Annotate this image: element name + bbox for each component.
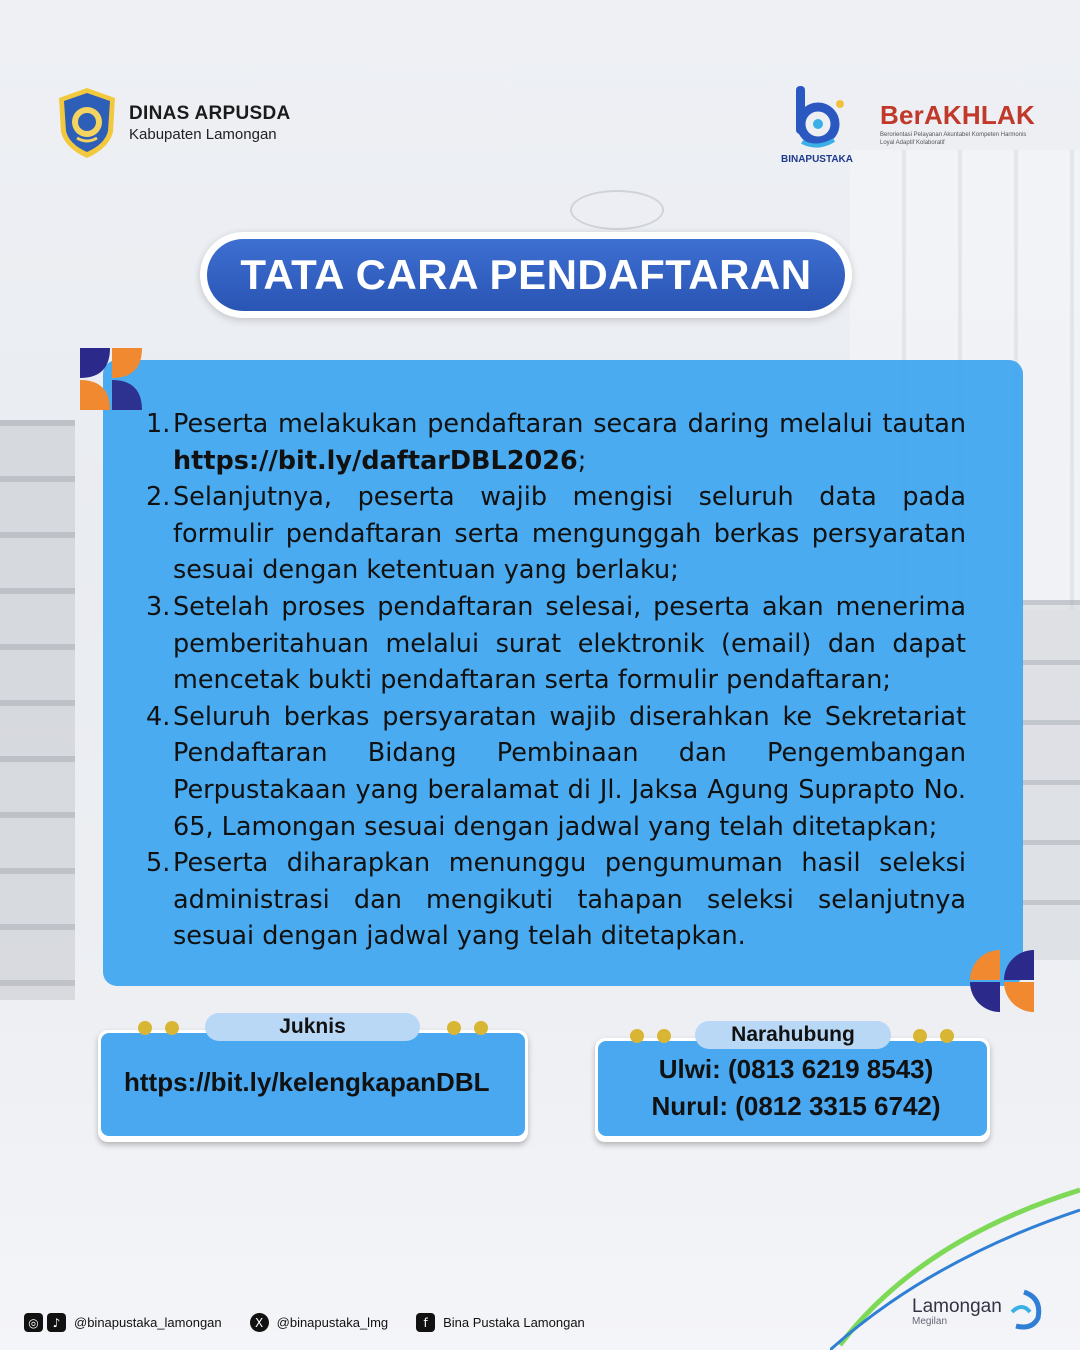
wave-logo-icon bbox=[1004, 1288, 1044, 1332]
juknis-link[interactable]: https://bit.ly/kelengkapanDBL bbox=[124, 1067, 490, 1097]
semicircle-decoration-icon bbox=[970, 950, 1034, 1012]
berakhlak-logo bbox=[880, 100, 1040, 147]
page-title: TATA CARA PENDAFTARAN bbox=[240, 251, 812, 298]
dot-decoration bbox=[657, 1029, 671, 1043]
binapustaka-icon bbox=[782, 84, 852, 152]
dot-decoration bbox=[630, 1029, 644, 1043]
x-icon: X bbox=[250, 1313, 269, 1332]
step-number: 2. bbox=[146, 482, 171, 513]
crest-icon bbox=[55, 86, 119, 160]
registration-link[interactable]: https://bit.ly/daftarDBL2026 bbox=[173, 445, 578, 476]
step-text: Peserta diharapkan menunggu pengumuman hasil seleksi administrasi dan mengikuti tahapan seleksi selanjutnya sesuai dengan jadwal yang telah ditetapkan. bbox=[173, 848, 966, 952]
dinas-logo bbox=[55, 86, 291, 160]
footer-socials bbox=[24, 1313, 613, 1332]
social-x[interactable] bbox=[250, 1313, 388, 1332]
title-banner bbox=[200, 232, 852, 318]
org-subtitle: Kabupaten Lamongan bbox=[129, 126, 277, 143]
dot-decoration bbox=[913, 1029, 927, 1043]
instagram-handle: @binapustaka_lamongan bbox=[74, 1315, 222, 1330]
contact-ulwi: Ulwi: (0813 6219 8543) bbox=[658, 1054, 934, 1084]
lamongan-logo bbox=[912, 1296, 1002, 1327]
step-text-end: ; bbox=[577, 445, 587, 476]
narahubung-label: Narahubung bbox=[695, 1021, 891, 1049]
x-handle: @binapustaka_lmg bbox=[276, 1315, 389, 1330]
dot-decoration bbox=[165, 1021, 179, 1035]
step-text: Seluruh berkas persyaratan wajib diserahkan ke Sekretariat Pendaftaran Bidang Pembinaan dan Pengembangan Perpustakaan yang beralamat di Jl. Jaksa Agung Suprapto No. 65, Lamongan sesuai dengan jadwal yang telah ditetapkan; bbox=[173, 701, 966, 842]
step-number: 1. bbox=[146, 409, 171, 439]
step-number: 3. bbox=[146, 591, 171, 622]
steps-list bbox=[146, 406, 966, 955]
contact-nurul: Nurul: (0812 3315 6742) bbox=[651, 1091, 941, 1121]
background-bookshelf-right bbox=[1022, 600, 1080, 960]
background-ceiling-vent bbox=[570, 190, 664, 230]
list-item bbox=[146, 845, 966, 955]
step-text: Setelah proses pendaftaran selesai, peserta akan menerima pemberitahuan melalui surat elektronik (email) dan dapat mencetak bukti pendaftaran serta formulir pendaftaran; bbox=[173, 591, 966, 696]
berakhlak-name: BerAKHLAK bbox=[880, 100, 1035, 130]
list-item bbox=[146, 406, 966, 479]
binapustaka-name: BINAPUSTAKA bbox=[780, 154, 854, 165]
pinwheel-decoration-icon bbox=[80, 348, 142, 410]
dot-decoration bbox=[447, 1021, 461, 1035]
step-text: Peserta melakukan pendaftaran secara daring melalui tautan bbox=[173, 409, 966, 439]
tiktok-icon: ♪ bbox=[47, 1313, 66, 1332]
berakhlak-tagline: Berorientasi Pelayanan Akuntabel Kompeten Harmonis Loyal Adaptif Kolaboratif bbox=[880, 132, 1027, 146]
lamongan-brand: Lamongan bbox=[912, 1296, 1002, 1317]
binapustaka-logo bbox=[776, 84, 858, 165]
list-item bbox=[146, 589, 966, 699]
social-instagram-tiktok[interactable] bbox=[24, 1313, 222, 1332]
step-text: Selanjutnya, peserta wajib mengisi seluruh data pada formulir pendaftaran serta mengunggah berkas persyaratan sesuai dengan ketentuan yang berlaku; bbox=[173, 482, 966, 586]
lamongan-tagline: Megilan bbox=[912, 1316, 948, 1327]
dot-decoration bbox=[940, 1029, 954, 1043]
background-bookshelf-left bbox=[0, 420, 75, 1000]
dot-decoration bbox=[474, 1021, 488, 1035]
step-number: 4. bbox=[146, 701, 171, 732]
instagram-icon: ◎ bbox=[24, 1313, 43, 1332]
facebook-name: Bina Pustaka Lamongan bbox=[443, 1315, 585, 1330]
org-title: DINAS ARPUSDA bbox=[129, 103, 291, 124]
list-item bbox=[146, 479, 966, 589]
step-number: 5. bbox=[146, 848, 171, 879]
facebook-icon: f bbox=[416, 1313, 435, 1332]
social-facebook[interactable] bbox=[416, 1313, 585, 1332]
juknis-label: Juknis bbox=[205, 1013, 420, 1041]
list-item bbox=[146, 699, 966, 845]
dot-decoration bbox=[138, 1021, 152, 1035]
